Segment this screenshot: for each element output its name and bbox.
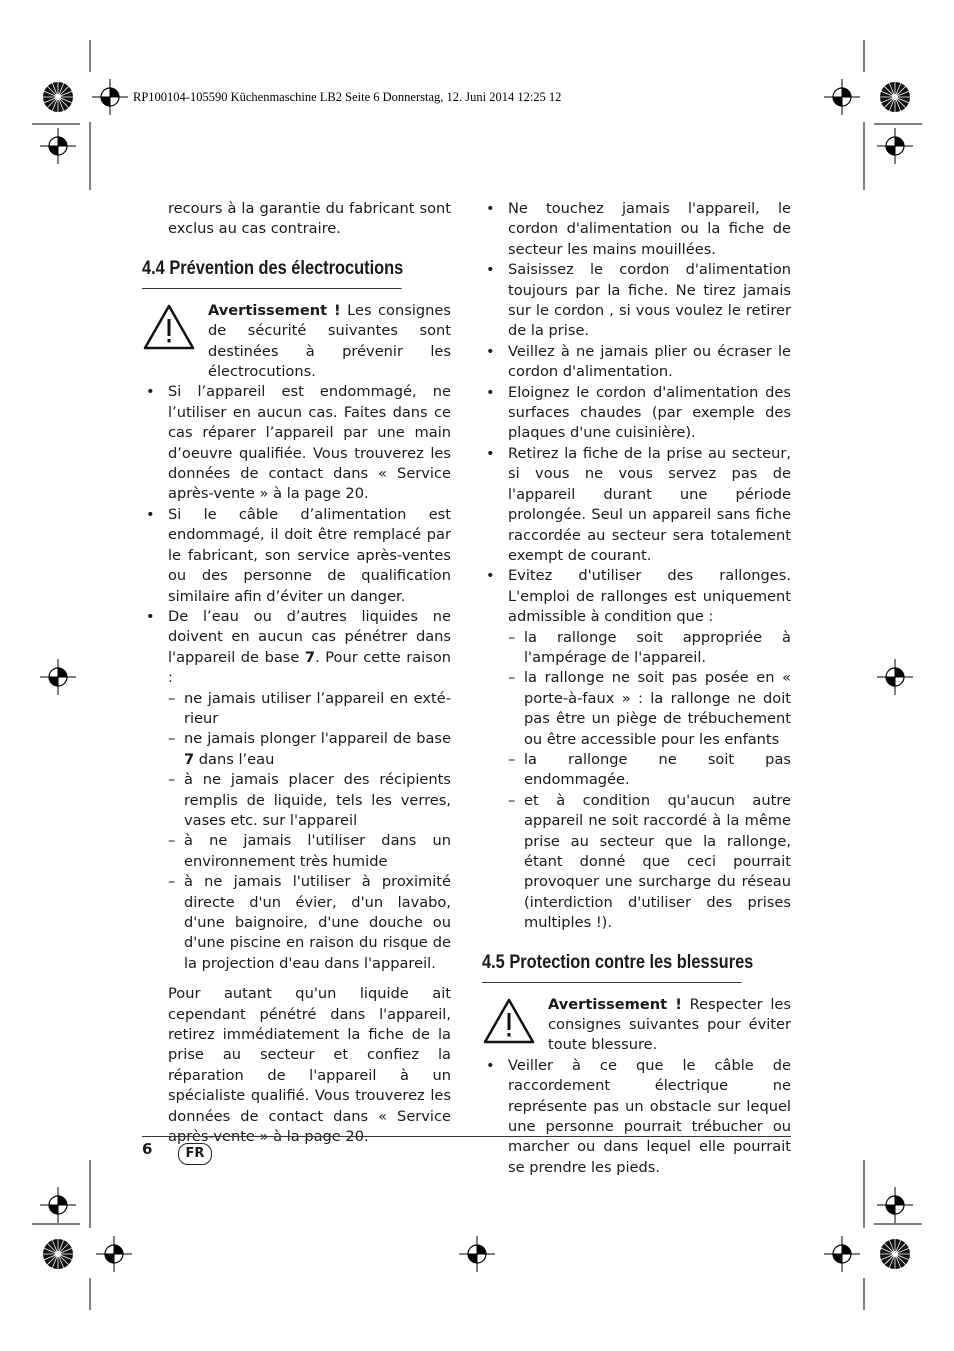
list-item: – et à condition qu'aucun autre appareil ne soit raccordé à la même prise au secteur que la rallonge, étant donné que ceci pourrait provoquer une surcharge du réseau (interdiction d'utiliser des prises multiples !). xyxy=(508,791,791,934)
dash-list xyxy=(168,689,451,975)
warning-block-injuries xyxy=(482,995,791,1056)
warning-triangle-icon xyxy=(142,303,196,351)
list-item: – à ne jamais l'utiliser à proximité directe d'un évier, d'un lavabo, d'une baignoire, d'une douche ou d'une piscine en raison du risque de la projection d'eau dans l'appareil. xyxy=(168,872,451,974)
list-item: • Ne touchez jamais l'appareil, le cordon d'alimentation ou la fiche de secteur les mains mouillées. xyxy=(482,199,791,260)
footer-rule xyxy=(142,1136,791,1137)
part-number: 7 xyxy=(184,750,195,768)
bullet-list xyxy=(482,199,791,934)
warning-triangle-icon xyxy=(482,997,536,1045)
section-title-electrocution: 4.4 Prévention des électrocutions xyxy=(142,256,402,289)
dash-list xyxy=(508,628,791,934)
list-item: – à ne jamais l'utiliser dans un environnement très humide xyxy=(168,831,451,872)
language-badge: FR xyxy=(178,1143,212,1165)
list-item: – ne jamais plonger l'appareil de base 7 dans l’eau xyxy=(168,729,451,770)
list-item: • De l’eau ou d’autres liquides ne doivent en aucun cas pénétrer dans l'appareil de base 7. Pour cette raison : – ne jamais utiliser l’appareil en exté-rieur – ne jamais plonger l'appareil de base 7 dans l’eau – à ne jamais placer des récipients remplis de liquide, tels les verres, vases etc. sur l'appareil – à ne jamais l'utiliser dans un environnement très humide – à ne jamais l'utiliser à proximité directe d'un évier, d'un lavabo, d'une baignoire, d'une douche ou d'une piscine en raison du risque de la projection d'eau dans l'appareil. xyxy=(142,607,451,974)
closing-paragraph: Pour autant qu'un liquide ait cependant pénétré dans l'appareil, retirez immédiatement la fiche de la prise au secteur et confiez la réparation de l'appareil à un spécialiste qualifié. Vous trouverez les données de contact dans « Service après-vente » à la page 20. xyxy=(168,985,451,1146)
list-item: • Veiller à ce que le câble de raccordement électrique ne représente pas un obstacle sur lequel une personne pourrait trébucher ou marcher ou dans lequel elle pourrait se prendre les pieds. xyxy=(482,1056,791,1178)
list-item: – la rallonge soit appropriée à l'ampérage de l'appareil. xyxy=(508,628,791,669)
list-item: – ne jamais utiliser l’appareil en exté-rieur xyxy=(168,689,451,730)
print-header: RP100104-105590 Küchenmaschine LB2 Seite 6 Donnerstag, 12. Juni 2014 12:25 12 xyxy=(133,90,562,104)
intro-paragraph: recours à la garantie du fabricant sont exclus au cas contraire. xyxy=(168,200,451,238)
list-item: – la rallonge ne soit pas posée en « porte-à-faux » : la rallonge ne doit pas être un piège de trébuchement ou être accessible pour les enfants xyxy=(508,668,791,750)
warning-text: Avertissement ! Respecter les consignes suivantes pour éviter toute blessure. xyxy=(548,995,791,1054)
left-column xyxy=(142,199,451,1147)
warning-text: Avertissement ! Les consignes de sécurité suivantes sont destinées à prévenir les électrocutions. xyxy=(208,301,451,381)
list-item: • Veillez à ne jamais plier ou écraser le cordon d'alimentation. xyxy=(482,342,791,383)
section-title-injuries: 4.5 Protection contre les blessures xyxy=(482,950,742,983)
list-item: • Saisissez le cordon d'alimentation toujours par la fiche. Ne tirez jamais sur le cordon , si vous voulez le retirer de la prise. xyxy=(482,260,791,342)
list-item: • Retirez la fiche de la prise au secteur, si vous ne vous servez pas de l'appareil durant une période prolongée. Seul un appareil sans fiche raccordée au secteur sera totalement exempt de courant. xyxy=(482,444,791,566)
list-item: • Evitez d'utiliser des rallonges. L'emploi de rallonges est uniquement admissible à condition que : – la rallonge soit appropriée à l'ampérage de l'appareil. – la rallonge ne soit pas posée en « porte-à-faux » : la rallonge ne doit pas être un piège de trébuchement ou être accessible pour les enfants – la rallonge ne soit pas endommagée. – et à condition qu'aucun autre appareil ne soit raccordé à la même prise au secteur que la rallonge, étant donné que ceci pourrait provoquer une surcharge du réseau (interdiction d'utiliser des prises multiples !). xyxy=(482,566,791,933)
list-item: • Eloignez le cordon d'alimentation des surfaces chaudes (par exemple des plaques d'une cuisinière). xyxy=(482,383,791,444)
list-item: • Si l’appareil est endommagé, ne l’utiliser en aucun cas. Faites dans ce cas réparer l’appareil par une main d’oeuvre qualifiée. Vous trouverez les données de contact dans « Service après-vente » à la page 20. xyxy=(142,382,451,504)
warning-label: Avertissement ! xyxy=(548,995,682,1013)
page-number: 6 xyxy=(142,1140,153,1158)
bullet-list xyxy=(482,1056,791,1178)
part-number: 7 xyxy=(304,648,316,666)
bullet-list xyxy=(142,382,451,974)
warning-label: Avertissement ! xyxy=(208,301,341,319)
list-item: • Si le câble d’alimentation est endommagé, il doit être remplacé par le fabricant, son service après-ventes ou des personne de qualification similaire afin d’éviter un danger. xyxy=(142,505,451,607)
right-column xyxy=(482,199,791,1178)
warning-block-electrocution xyxy=(142,301,451,383)
list-item: – à ne jamais placer des récipients remplis de liquide, tels les verres, vases etc. sur l'appareil xyxy=(168,770,451,831)
list-item: – la rallonge ne soit pas endommagée. xyxy=(508,750,791,791)
